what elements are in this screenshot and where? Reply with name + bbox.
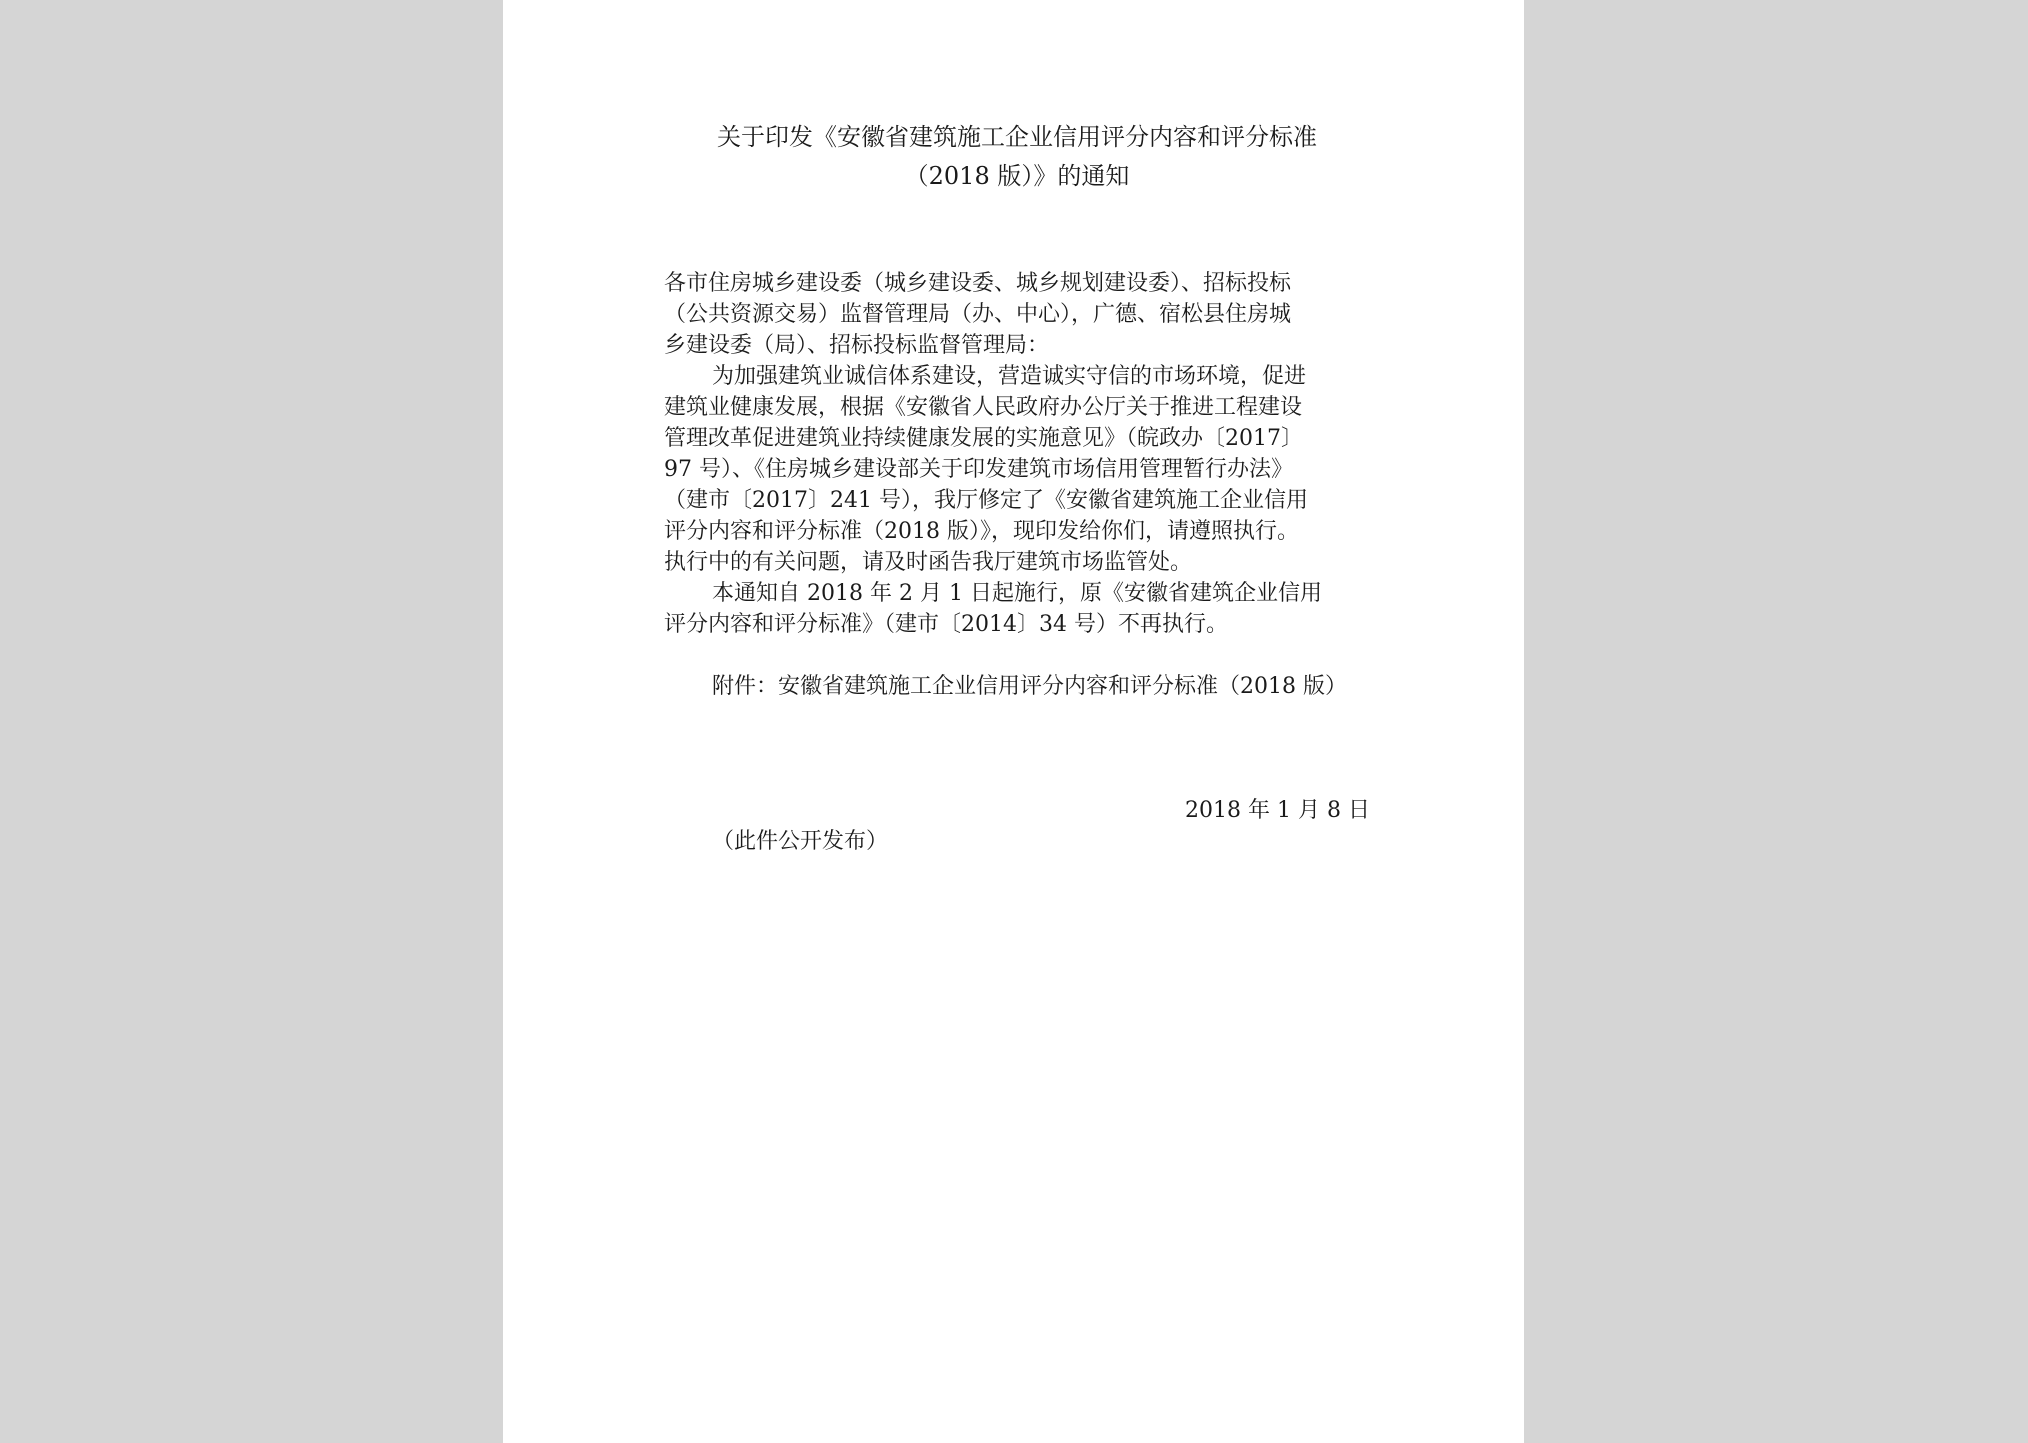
publish-note: （此件公开发布） <box>712 829 889 854</box>
document-page <box>503 0 1524 1443</box>
addressee <box>664 268 1370 361</box>
paragraph-effective <box>664 578 1370 640</box>
paragraph-line: 执行中的有关问题，请及时函告我厅建筑市场监管处。 <box>664 550 1193 575</box>
addressee-line: 各市住房城乡建设委（城乡建设委、城乡规划建设委）、招标投标 <box>664 271 1292 296</box>
paragraph-line: 建筑业健康发展，根据《安徽省人民政府办公厅关于推进工程建设 <box>664 395 1303 420</box>
paragraph-line: 为加强建筑业诚信体系建设，营造诚实守信的市场环境，促进 <box>712 364 1307 389</box>
paragraph-line: 本通知自 2018 年 2 月 1 日起施行，原《安徽省建筑企业信用 <box>712 581 1322 606</box>
paragraph-line: 管理改革促进建筑业持续健康发展的实施意见》（皖政办〔2017〕 <box>664 426 1303 451</box>
attachment-line: 附件：安徽省建筑施工企业信用评分内容和评分标准（2018 版） <box>712 674 1347 699</box>
paragraph-main <box>664 361 1370 578</box>
paragraph-line: 评分内容和评分标准（2018 版）》，现印发给你们，请遵照执行。 <box>664 519 1299 544</box>
issue-date: 2018 年 1 月 8 日 <box>1185 798 1370 823</box>
paragraph-line: 97 号）、《住房城乡建设部关于印发建筑市场信用管理暂行办法》 <box>664 457 1293 482</box>
document-title <box>664 118 1370 196</box>
title-line: 关于印发《安徽省建筑施工企业信用评分内容和评分标准 <box>717 123 1317 151</box>
paragraph-line: （建市〔2017〕241 号），我厅修定了《安徽省建筑施工企业信用 <box>664 488 1308 513</box>
title-line: （2018 版）》的通知 <box>904 162 1130 190</box>
addressee-line: 乡建设委（局）、招标投标监督管理局： <box>664 333 1050 358</box>
addressee-line: （公共资源交易）监督管理局（办、中心），广德、宿松县住房城 <box>664 302 1292 327</box>
paragraph-line: 评分内容和评分标准》（建市〔2014〕34 号）不再执行。 <box>664 612 1228 637</box>
notice-content <box>664 118 1370 857</box>
